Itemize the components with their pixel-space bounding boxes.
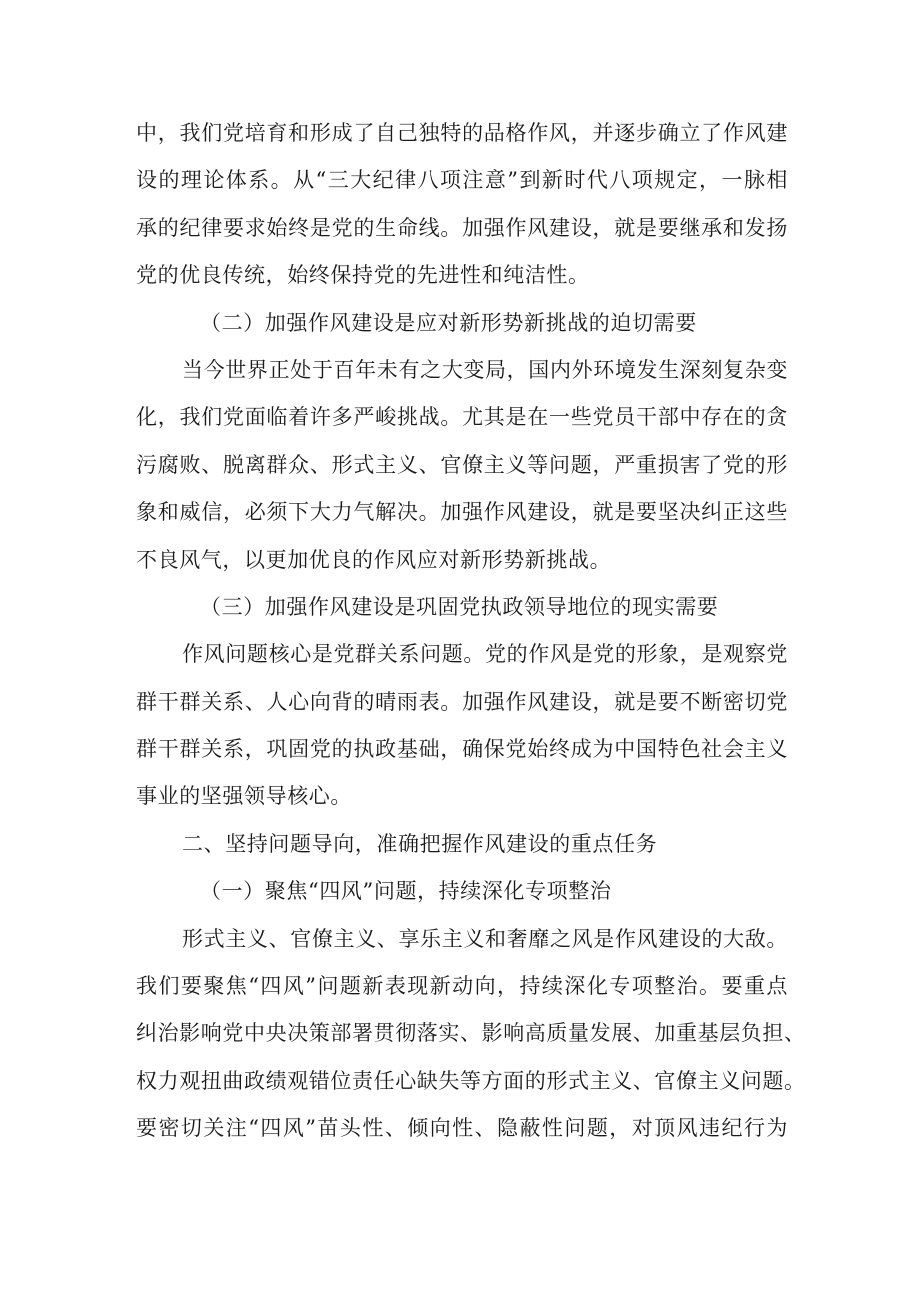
paragraph-line: 作风问题核心是党群关系问题。党的作风是党的形象，是观察党 bbox=[182, 642, 788, 667]
paragraph-line: 污腐败、脱离群众、形式主义、官僚主义等问题，严重损害了党的形 bbox=[136, 452, 788, 477]
paragraph-line: 形式主义、官僚主义、享乐主义和奢靡之风是作风建设的大敌。 bbox=[182, 926, 788, 951]
paragraph-line: 群干群关系，巩固党的执政基础，确保党始终成为中国特色社会主义 bbox=[136, 737, 788, 762]
paragraph-line: 事业的坚强领导核心。 bbox=[136, 784, 352, 809]
document-page bbox=[136, 110, 806, 1153]
paragraph-line: 设的理论体系。从“三大纪律八项注意”到新时代八项规定，一脉相 bbox=[136, 168, 788, 193]
subheading-1: （一）聚焦“四风”问题，持续深化专项整治 bbox=[200, 879, 612, 904]
paragraph-line: 群干群关系、人心向背的晴雨表。加强作风建设，就是要不断密切党 bbox=[136, 689, 788, 714]
subheading-2: （二）加强作风建设是应对新形势新挑战的迫切需要 bbox=[200, 310, 697, 335]
paragraph-line: 中，我们党培育和形成了自己独特的品格作风，并逐步确立了作风建 bbox=[136, 121, 788, 145]
paragraph-line: 权力观扭曲政绩观错位责任心缺失等方面的形式主义、官僚主义问题。 bbox=[136, 1068, 806, 1093]
paragraph-line: 化，我们党面临着许多严峻挑战。尤其是在一些党员干部中存在的贪 bbox=[136, 405, 788, 430]
subheading-3: （三）加强作风建设是巩固党执政领导地位的现实需要 bbox=[200, 594, 719, 619]
paragraph-line: 纠治影响党中央决策部署贯彻落实、影响高质量发展、加重基层负担、 bbox=[136, 1021, 806, 1046]
paragraph-line: 当今世界正处于百年未有之大变局，国内外环境发生深刻复杂变 bbox=[182, 357, 788, 382]
paragraph-line: 承的纪律要求始终是党的生命线。加强作风建设，就是要继承和发扬 bbox=[136, 215, 788, 240]
section-heading-2: 二、坚持问题导向，准确把握作风建设的重点任务 bbox=[182, 831, 658, 856]
paragraph-line: 我们要聚焦“四风”问题新表现新动向，持续深化专项整治。要重点 bbox=[136, 974, 788, 999]
paragraph-line: 党的优良传统，始终保持党的先进性和纯洁性。 bbox=[136, 263, 590, 288]
paragraph-line: 要密切关注“四风”苗头性、倾向性、隐蔽性问题，对顶风违纪行为 bbox=[136, 1116, 788, 1141]
paragraph-line: 象和威信，必须下大力气解决。加强作风建设，就是要坚决纠正这些 bbox=[136, 500, 788, 525]
paragraph-line: 不良风气，以更加优良的作风应对新形势新挑战。 bbox=[136, 547, 612, 572]
